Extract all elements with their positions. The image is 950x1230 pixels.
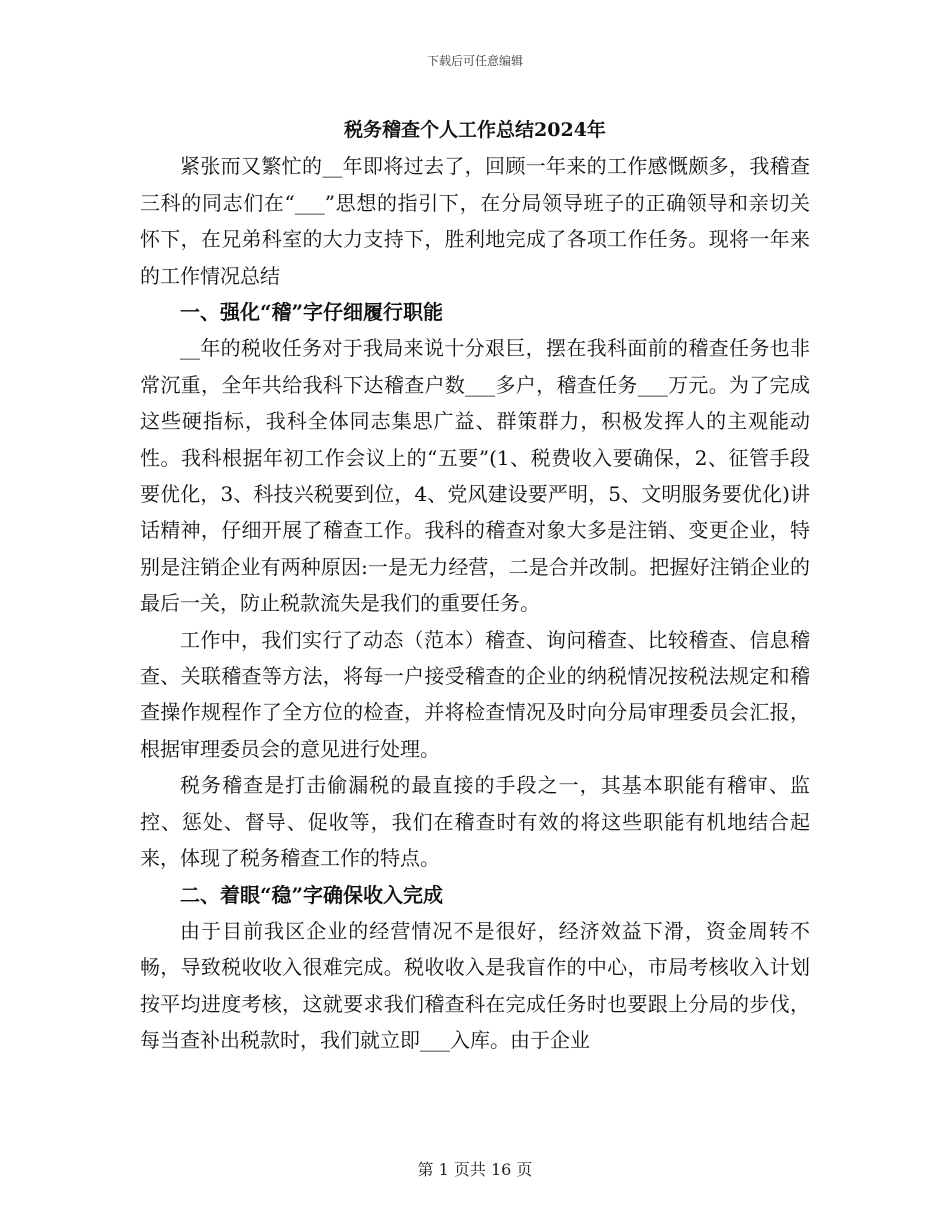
- document-title: 税务稽查个人工作总结2024年: [344, 119, 606, 141]
- paragraph-tasks: __年的税收任务对于我局来说十分艰巨，摆在我科面前的稽查任务也非常沉重，全年共给我科下达稽查户数___多户，稽查任务___万元。为了完成这些硬指标，我科全体同志集思广益、群策群力，积极发挥人的主观能动性。我科根据年初工作会议上的“五要”(1、税费收入要确保，2、征管手段要优化，3、科技兴税要到位，4、党风建设要严明，5、文明服务要优化)讲话精神，仔细开展了稽查工作。我科的稽查对象大多是注销、变更企业，特别是注销企业有两种原因:一是无力经营，二是合并改制。把握好注销企业的最后一关，防止税款流失是我们的重要任务。: [140, 336, 810, 616]
- paragraph-functions: 税务稽查是打击偷漏税的最直接的手段之一，其基本职能有稽审、监控、惩处、督导、促收等，我们在稽查时有效的将这些职能有机地结合起来，体现了税务稽查工作的特点。: [140, 773, 810, 871]
- document-body: [140, 112, 810, 1059]
- paragraph-methods: 工作中，我们实行了动态（范本）稽查、询问稽查、比较稽查、信息稽查、关联稽查等方法，将每一户接受稽查的企业的纳税情况按税法规定和稽查操作规程作了全方位的检查，并将检查情况及时向分局审理委员会汇报，根据审理委员会的意见进行处理。: [140, 627, 810, 761]
- page-footer: 第 1 页共 16 页: [417, 1160, 533, 1179]
- page-header: 下载后可任意编辑: [426, 54, 523, 68]
- paragraph-revenue: 由于目前我区企业的经营情况不是很好，经济效益下滑，资金周转不畅，导致税收收入很难完成。税收收入是我盲作的中心，市局考核收入计划按平均进度考核，这就要求我们稽查科在完成任务时也要跟上分局的步伐，每当查补出税款时，我们就立即___入库。由于企业: [140, 918, 810, 1053]
- paragraph-intro: 紧张而又繁忙的__年即将过去了，回顾一年来的工作感慨颇多，我稽查三科的同志们在“___”思想的指引下，在分局领导班子的正确领导和亲切关怀下，在兄弟科室的大力支持下，胜利地完成了各项工作任务。现将一年来的工作情况总结: [140, 154, 810, 288]
- section-heading-2: 二、着眼“稳”字确保收入完成: [180, 882, 444, 907]
- section-heading-1: 一、强化“稽”字仔细履行职能: [180, 300, 444, 325]
